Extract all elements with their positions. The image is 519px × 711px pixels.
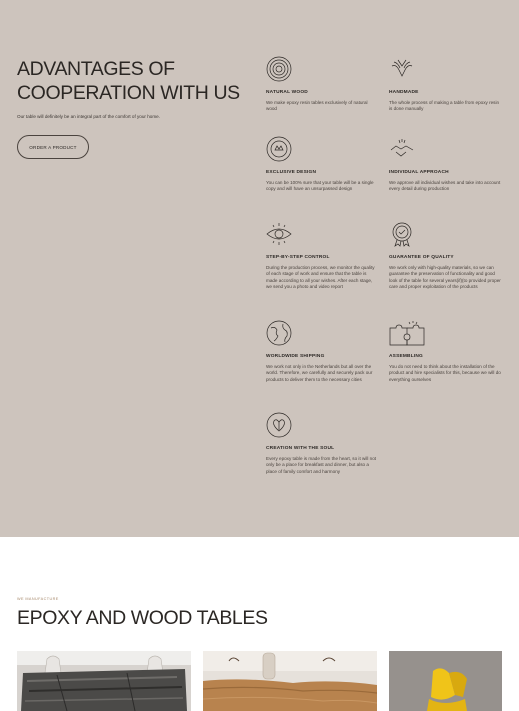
feature-exclusive-design [266,136,378,193]
handshake-icon [389,136,415,162]
hands-icon [389,56,415,82]
puzzle-icon [389,320,425,346]
feature-title: EXCLUSIVE DESIGN [266,170,317,175]
feature-title: NATURAL WOOD [266,90,308,95]
feature-title: INDIVIDUAL APPROACH [389,170,449,175]
product-photo-dark-table[interactable] [17,651,191,711]
feature-step-control [266,221,378,291]
feature-guarantee [389,221,501,291]
eye-icon [266,221,292,247]
feature-text: We work not only in the Netherlands but all over the world. Therefore, we carefully and securely pack our products to deliver them to the necessary cities [266,364,373,382]
feature-individual-approach [389,136,501,193]
medal-icon [266,136,292,162]
feature-handmade [389,56,501,113]
globe-icon [266,320,292,346]
feature-title: CREATION WITH THE SOUL [266,446,335,451]
feature-text: Every epoxy table is made from the heart, so it will not only be a place for breakfast and dinner, but also a place of family comfort and harmony [266,456,377,474]
feature-text: We work only with high-quality materials, so we can guarantee the preservation of functionality and good look of the table for several years(if)(to provided proper care and proper exploitation of the products [389,265,501,290]
feature-text: You do not need to think about the installation of the product and hire specialists for this, because we will do everything ourselves [389,364,501,382]
heart-leaf-icon [266,412,292,438]
feature-text: You can be 100% sure that your table will be a single copy and will have an unsurpassed design [266,180,374,192]
advantages-subtitle: Our table will definitely be an integral part of the comfort of your home. [17,114,160,119]
feature-natural-wood [266,56,378,113]
feature-title: GUARANTEE OF QUALITY [389,255,454,260]
tables-section-label: WE MANUFACTURE [17,597,59,601]
product-photo-yellow-chair[interactable] [389,651,502,711]
product-photo-live-edge-table[interactable] [203,651,377,711]
tables-section-title: EPOXY AND WOOD TABLES [17,607,268,629]
feature-creation-soul [266,412,378,475]
feature-text: During the production process, we monitor the quality of each stage of work and ensure that the table is made according to all your wishes. After each stage, we send you a photo and video report [266,265,375,290]
feature-text: We make epoxy resin tables exclusively of natural wood [266,100,368,112]
tree-rings-icon [266,56,292,82]
feature-title: HANDMADE [389,90,419,95]
feature-title: ASSEMBLING [389,354,423,359]
advantages-title: ADVANTAGES OF COOPERATION WITH US [17,58,240,104]
feature-title: STEP-BY-STEP CONTROL [266,255,330,260]
order-product-button[interactable]: ORDER A PRODUCT [17,135,89,159]
feature-assembling [389,320,501,383]
feature-worldwide-shipping [266,320,378,383]
feature-text: The whole process of making a table from epoxy resin is done manually [389,100,500,112]
certificate-icon [389,221,415,247]
feature-text: We approve all individual wishes and take into account every detail during production [389,180,501,192]
feature-title: WORLDWIDE SHIPPING [266,354,325,359]
